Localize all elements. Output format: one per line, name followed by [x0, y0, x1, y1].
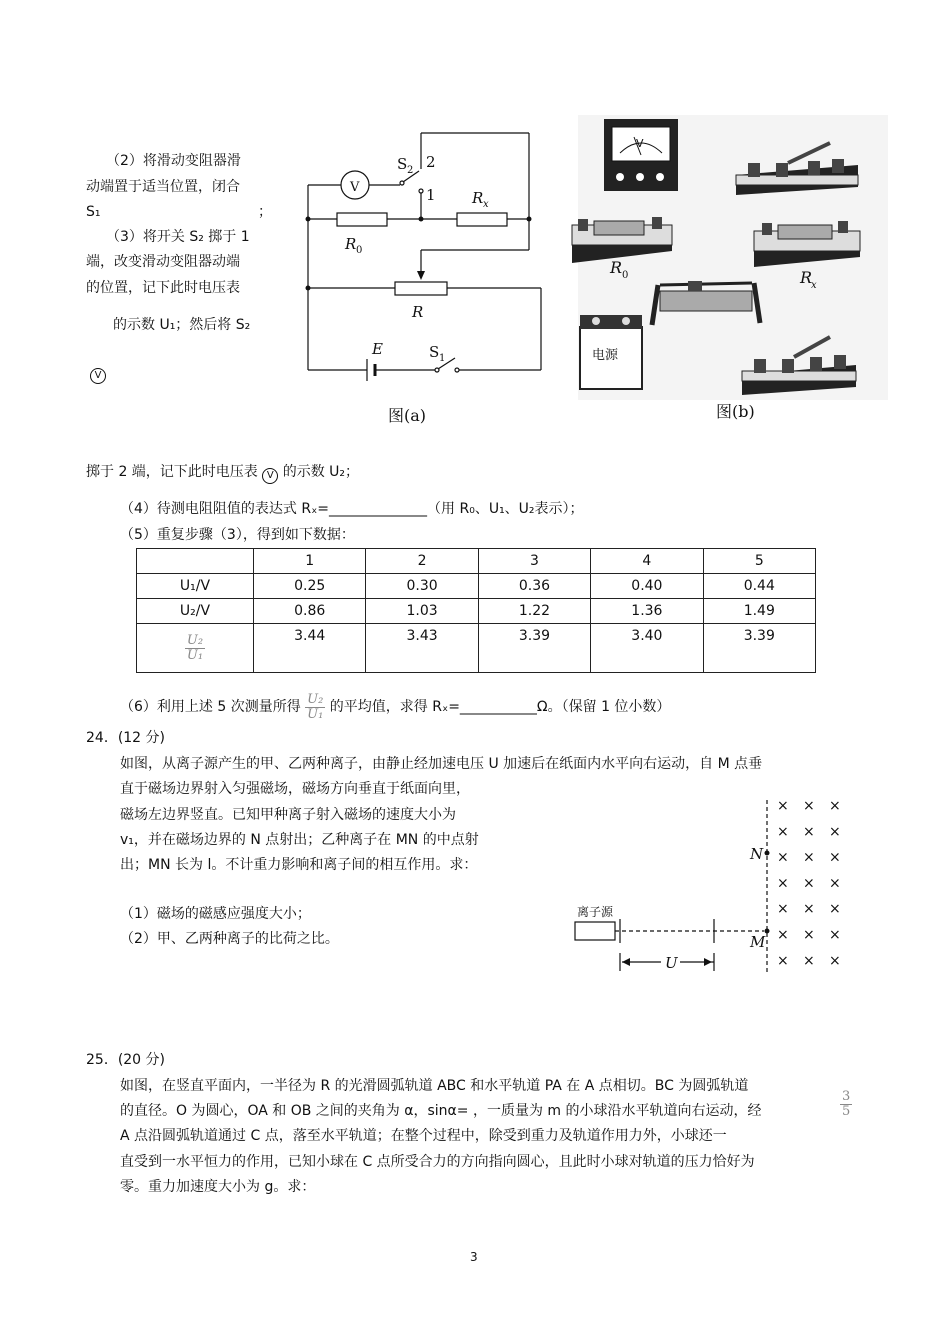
- step5-text: （5）重复步骤（3），得到如下数据：: [120, 527, 355, 543]
- step2-line2: 动端置于适当位置，闭合: [86, 179, 240, 195]
- step3-line2: 端，改变滑动变阻器动端: [86, 254, 240, 270]
- figure-a-caption: 图(a): [388, 406, 427, 425]
- voltmeter-inline-symbol: V: [262, 468, 278, 484]
- table-cell: 1: [254, 549, 366, 574]
- step3-line1: （3）将开关 S₂ 掷于 1: [106, 229, 250, 245]
- table-cell: 1.22: [478, 599, 590, 624]
- step2-semicolon: ；: [258, 204, 272, 220]
- circuit-label-1: 1: [426, 186, 436, 204]
- field-cross: ×: [803, 952, 815, 969]
- field-cross: ×: [803, 849, 815, 866]
- circuit-r-label: R: [412, 303, 424, 321]
- table-cell: [137, 549, 254, 574]
- table-cell: 3.39: [703, 624, 815, 673]
- svg-text:x: x: [811, 280, 817, 291]
- circuit-s1-label: S: [429, 343, 440, 361]
- circuit-r0-sub: 0: [356, 245, 363, 256]
- circuit-r0-label: R: [345, 235, 357, 253]
- field-cross: ×: [829, 901, 841, 918]
- circuit-rx-sub: x: [483, 199, 489, 210]
- q24-sub1: （1）磁场的磁感应强度大小；: [120, 906, 311, 922]
- step6-fraction: $\frac{\text{U₂}}{\text{U₁}}$: [307, 691, 324, 722]
- table-cell: 0.25: [254, 574, 366, 599]
- q25-heading: 25．(20 分): [86, 1052, 166, 1068]
- ion-source-label: 离子源: [577, 905, 614, 919]
- svg-text:电源: 电源: [592, 348, 619, 363]
- table-cell: 0.30: [366, 574, 478, 599]
- circuit-e-label: E: [372, 340, 383, 358]
- step2-line1: （2）将滑动变阻器滑: [106, 153, 241, 169]
- step4-text: （4）待测电阻阻值的表达式 Rₓ=______________（用 R₀、U₁、U₂表示）；: [120, 501, 584, 517]
- circuit-s2-sub: 2: [407, 165, 414, 176]
- table-row: [137, 574, 816, 599]
- q24-line1: 如图，从离子源产生的甲、乙两种离子，由静止经加速电压 U 加速后在纸面内水平向右运动，自 M 点垂: [120, 756, 763, 772]
- circuit-rx-label: R: [472, 189, 484, 207]
- table-cell: 0.40: [591, 574, 703, 599]
- field-cross: ×: [803, 875, 815, 892]
- field-cross: ×: [777, 823, 789, 840]
- voltmeter-photo: [604, 119, 678, 191]
- page-number: 3: [470, 1250, 478, 1264]
- apparatus-photo-b: [568, 115, 888, 425]
- q25-line3: A 点沿圆弧轨道通过 C 点，落至水平轨道；在整个过程中，除受到重力及轨道作用力外，小球还一: [120, 1128, 727, 1144]
- circuit-v-label: V: [350, 180, 360, 195]
- voltmeter-symbol: V: [90, 362, 106, 384]
- table-cell: 3.40: [591, 624, 703, 673]
- step6-text: （6）利用上述 5 次测量所得 $\frac{\text{U₂}}{\text{U₁}}$ 的平均值，求得 Rₓ=___________Ω。（保留 1 位小数）: [120, 691, 671, 722]
- circuit-diagram-a: [295, 125, 555, 430]
- field-cross: ×: [777, 849, 789, 866]
- field-cross: ×: [803, 823, 815, 840]
- table-cell: 1.49: [703, 599, 815, 624]
- q25-line4: 直受到一水平恒力的作用，已知小球在 C 点所受合力的方向指向圆心，且此时小球对轨道的压力恰好为: [120, 1154, 755, 1170]
- table-cell: 1.36: [591, 599, 703, 624]
- field-cross: ×: [777, 901, 789, 918]
- field-cross: ×: [777, 875, 789, 892]
- q24-line3: 磁场左边界竖直。已知甲种离子射入磁场的速度大小为: [120, 807, 456, 823]
- step3-continued: 掷于 2 端，记下此时电压表 V 的示数 U₂；: [86, 462, 359, 484]
- q24-line4: v₁，并在磁场边界的 N 点射出；乙种离子在 MN 的中点射: [120, 832, 479, 848]
- step3-line3: 的位置，记下此时电压表: [86, 280, 240, 296]
- row-label-u1: U₁/V: [137, 574, 254, 599]
- q25-line2: 的直径。O 为圆心，OA 和 OB 之间的夹角为 α，sinα= ，一质量为 m 的小球沿水平轨道向右运动，经: [120, 1103, 762, 1119]
- svg-text:0: 0: [622, 270, 629, 281]
- magnetic-field-figure: [570, 795, 860, 980]
- field-cross: ×: [777, 927, 789, 943]
- circuit-label-2: 2: [426, 153, 436, 171]
- q24-line2: 直于磁场边界射入匀强磁场，磁场方向垂直于纸面向里，: [120, 781, 470, 797]
- table-cell: 3.44: [254, 624, 366, 673]
- field-cross: ×: [829, 823, 841, 840]
- q24-sub2: （2）甲、乙两种离子的比荷之比。: [120, 931, 339, 947]
- table-cell: 4: [591, 549, 703, 574]
- field-cross: ×: [829, 875, 841, 892]
- field-cross: ×: [829, 798, 841, 814]
- row-label-u2: U₂/V: [137, 599, 254, 624]
- field-cross: ×: [803, 927, 815, 943]
- table-row: [137, 624, 816, 673]
- table-cell: 2: [366, 549, 478, 574]
- field-cross: ×: [829, 927, 841, 943]
- svg-text:R: R: [800, 268, 813, 287]
- ratio-fraction: $\frac{\text{U₂}}{\text{U₁}}$: [186, 632, 204, 663]
- table-cell: 3.43: [366, 624, 478, 673]
- table-cell: 0.44: [703, 574, 815, 599]
- svg-text:R: R: [610, 258, 623, 277]
- q24-heading: 24．(12 分): [86, 730, 166, 746]
- field-cross: ×: [803, 901, 815, 918]
- measurement-table: [136, 548, 816, 673]
- power-supply-photo: [580, 315, 642, 389]
- table-header-row: [137, 549, 816, 574]
- table-cell: 3: [478, 549, 590, 574]
- point-n-label: N: [750, 845, 764, 863]
- table-row: [137, 599, 816, 624]
- field-cross: ×: [829, 849, 841, 866]
- voltage-u-label: U: [665, 954, 678, 972]
- circuit-s2-label: S: [397, 155, 408, 173]
- row-label-ratio: [137, 624, 254, 673]
- svg-text:V: V: [636, 137, 644, 150]
- circuit-s1-sub: 1: [439, 353, 446, 364]
- field-cross: ×: [829, 952, 841, 969]
- field-cross: ×: [777, 798, 789, 814]
- q25-line1: 如图，在竖直平面内，一半径为 R 的光滑圆弧轨道 ABC 和水平轨道 PA 在 A 点相切。BC 为圆弧轨道: [120, 1078, 749, 1094]
- sin-alpha-fraction: $\frac{3}{5}$: [842, 1089, 851, 1119]
- field-cross: ×: [803, 798, 815, 814]
- point-m-label: M: [750, 933, 766, 951]
- field-cross: ×: [777, 952, 789, 969]
- table-cell: 3.39: [478, 624, 590, 673]
- step3-line4: 的示数 U₁；然后将 S₂: [113, 317, 251, 333]
- q25-line5: 零。重力加速度大小为 g。求：: [120, 1179, 316, 1195]
- table-cell: 0.36: [478, 574, 590, 599]
- table-cell: 5: [703, 549, 815, 574]
- figure-b-caption: 图(b): [716, 402, 755, 421]
- table-cell: 1.03: [366, 599, 478, 624]
- q24-line5: 出；MN 长为 l。不计重力影响和离子间的相互作用。求：: [120, 857, 478, 873]
- step2-line3: S₁: [86, 204, 101, 220]
- table-cell: 0.86: [254, 599, 366, 624]
